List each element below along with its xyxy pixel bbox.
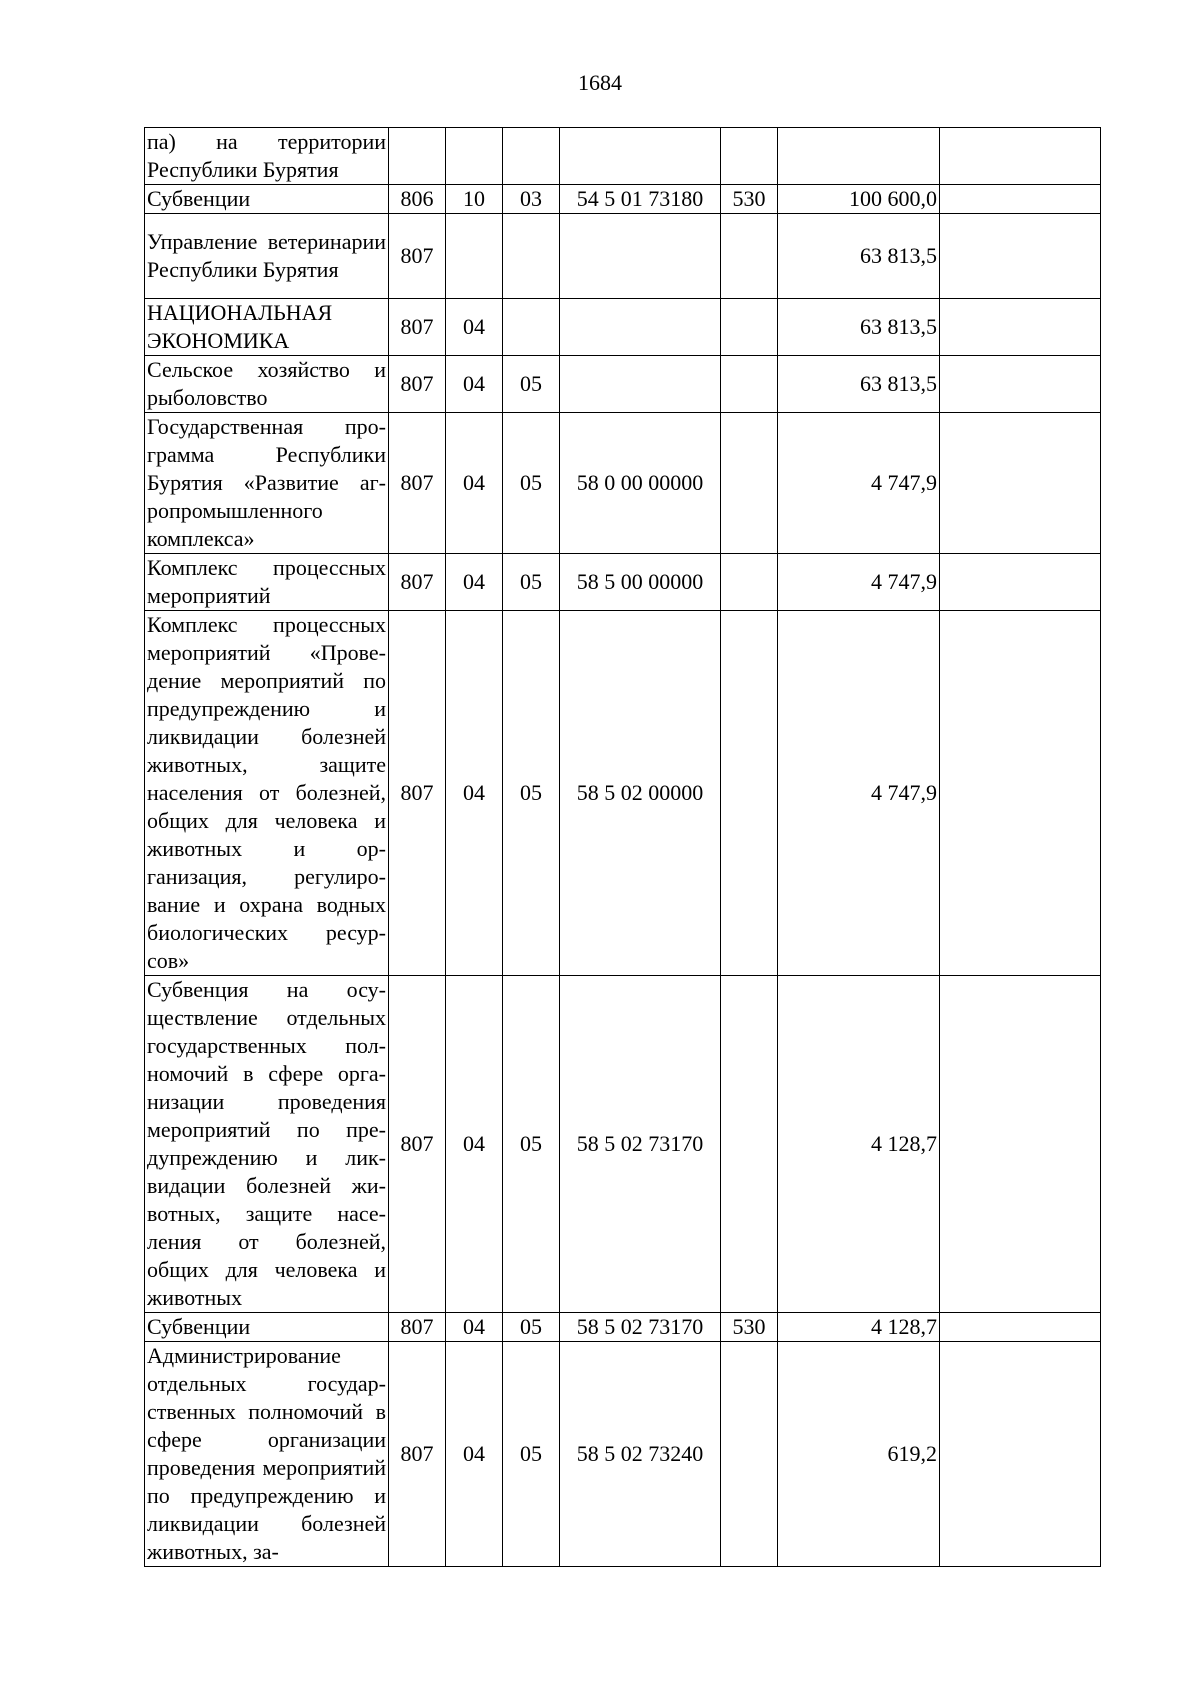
amount-cell: 4 128,7 <box>778 1313 940 1342</box>
expense-type-cell <box>721 413 778 554</box>
target-article-cell: 54 5 01 73180 <box>560 185 721 214</box>
expense-type-cell <box>721 1342 778 1567</box>
row-name: Субвенции <box>145 1313 389 1342</box>
row-name: НАЦИОНАЛЬНАЯ ЭКОНОМИКА <box>145 299 389 356</box>
amount-cell: 619,2 <box>778 1342 940 1567</box>
subsection-cell: 05 <box>503 1342 560 1567</box>
subsection-cell <box>503 128 560 185</box>
table-row <box>145 554 1101 611</box>
grbs-cell: 806 <box>389 185 446 214</box>
row-name: па) на территории Республики Бурятия <box>145 128 389 185</box>
subsection-cell: 05 <box>503 554 560 611</box>
row-name: Комплекс процессных мероприятий <box>145 554 389 611</box>
section-cell: 10 <box>446 185 503 214</box>
extra-cell <box>940 128 1101 185</box>
extra-cell <box>940 976 1101 1313</box>
extra-cell <box>940 413 1101 554</box>
extra-cell <box>940 554 1101 611</box>
expense-type-cell <box>721 299 778 356</box>
table-row <box>145 413 1101 554</box>
row-name: Сельское хозяйство и рыболовство <box>145 356 389 413</box>
grbs-cell: 807 <box>389 356 446 413</box>
section-cell: 04 <box>446 976 503 1313</box>
amount-cell: 4 747,9 <box>778 554 940 611</box>
target-article-cell: 58 0 00 00000 <box>560 413 721 554</box>
section-cell <box>446 214 503 299</box>
extra-cell <box>940 214 1101 299</box>
expense-type-cell <box>721 214 778 299</box>
table-row <box>145 1342 1101 1567</box>
expense-type-cell <box>721 976 778 1313</box>
row-name: Государственная программа Республики Бурятия «Развитие агропромышленного комплекса» <box>145 413 389 554</box>
amount-cell: 4 747,9 <box>778 413 940 554</box>
target-article-cell <box>560 214 721 299</box>
section-cell: 04 <box>446 554 503 611</box>
row-name: Субвенция на осуществление отдельных государственных полномочий в сфере организации проведения мероприятий по предупреждению и ликвидации болезней животных, защите населения от болезней, общих для человека и животных <box>145 976 389 1313</box>
amount-cell: 63 813,5 <box>778 299 940 356</box>
section-cell: 04 <box>446 1342 503 1567</box>
table-row <box>145 1313 1101 1342</box>
target-article-cell <box>560 356 721 413</box>
row-name: Комплекс процессных мероприятий «Проведение мероприятий по предупреждению и ликвидации болезней животных, защите населения от болезней, общих для человека и животных и организация, регулирование и охрана водных биологических ресурсов» <box>145 611 389 976</box>
amount-cell <box>778 128 940 185</box>
grbs-cell: 807 <box>389 214 446 299</box>
subsection-cell: 05 <box>503 413 560 554</box>
section-cell: 04 <box>446 611 503 976</box>
section-cell: 04 <box>446 413 503 554</box>
amount-cell: 63 813,5 <box>778 356 940 413</box>
page-number: 1684 <box>578 70 622 95</box>
amount-cell: 4 128,7 <box>778 976 940 1313</box>
row-name: Субвенции <box>145 185 389 214</box>
expense-type-cell <box>721 554 778 611</box>
amount-cell: 4 747,9 <box>778 611 940 976</box>
grbs-cell: 807 <box>389 976 446 1313</box>
extra-cell <box>940 356 1101 413</box>
subsection-cell <box>503 214 560 299</box>
target-article-cell: 58 5 02 73170 <box>560 976 721 1313</box>
subsection-cell: 03 <box>503 185 560 214</box>
table-row <box>145 214 1101 299</box>
target-article-cell: 58 5 02 73240 <box>560 1342 721 1567</box>
subsection-cell: 05 <box>503 976 560 1313</box>
expense-type-cell <box>721 356 778 413</box>
target-article-cell: 58 5 02 73170 <box>560 1313 721 1342</box>
table-row <box>145 356 1101 413</box>
table-row <box>145 185 1101 214</box>
budget-table <box>144 127 1101 1567</box>
expense-type-cell: 530 <box>721 1313 778 1342</box>
subsection-cell <box>503 299 560 356</box>
extra-cell <box>940 1342 1101 1567</box>
grbs-cell: 807 <box>389 611 446 976</box>
target-article-cell: 58 5 00 00000 <box>560 554 721 611</box>
table-row <box>145 976 1101 1313</box>
expense-type-cell: 530 <box>721 185 778 214</box>
grbs-cell: 807 <box>389 1342 446 1567</box>
section-cell <box>446 128 503 185</box>
expense-type-cell <box>721 611 778 976</box>
grbs-cell: 807 <box>389 413 446 554</box>
extra-cell <box>940 1313 1101 1342</box>
target-article-cell: 58 5 02 00000 <box>560 611 721 976</box>
table-row <box>145 611 1101 976</box>
target-article-cell <box>560 128 721 185</box>
target-article-cell <box>560 299 721 356</box>
extra-cell <box>940 299 1101 356</box>
section-cell: 04 <box>446 299 503 356</box>
grbs-cell <box>389 128 446 185</box>
section-cell: 04 <box>446 1313 503 1342</box>
grbs-cell: 807 <box>389 1313 446 1342</box>
amount-cell: 63 813,5 <box>778 214 940 299</box>
subsection-cell: 05 <box>503 1313 560 1342</box>
table-row <box>145 128 1101 185</box>
subsection-cell: 05 <box>503 356 560 413</box>
row-name: Администрирование отдельных государственных полномочий в сфере организации проведения мероприятий по предупреждению и ликвидации болезней животных, за- <box>145 1342 389 1567</box>
table-row <box>145 299 1101 356</box>
grbs-cell: 807 <box>389 299 446 356</box>
section-cell: 04 <box>446 356 503 413</box>
amount-cell: 100 600,0 <box>778 185 940 214</box>
row-name: Управление ветеринарии Республики Бурятия <box>145 214 389 299</box>
grbs-cell: 807 <box>389 554 446 611</box>
subsection-cell: 05 <box>503 611 560 976</box>
extra-cell <box>940 185 1101 214</box>
extra-cell <box>940 611 1101 976</box>
expense-type-cell <box>721 128 778 185</box>
